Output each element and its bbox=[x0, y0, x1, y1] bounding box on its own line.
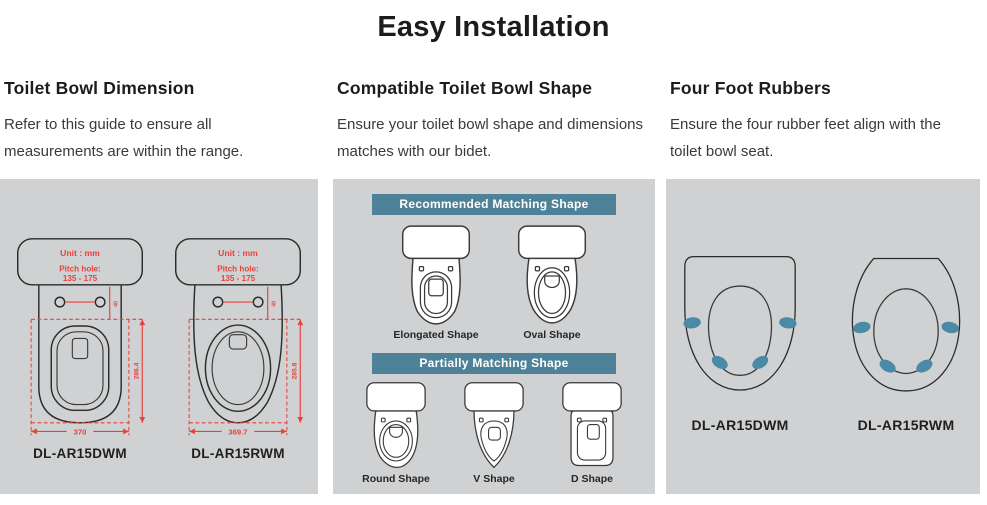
pitch-hole-range: 135 - 175 bbox=[62, 274, 98, 284]
column-rubbers bbox=[666, 78, 980, 494]
d-shape-icon bbox=[551, 380, 633, 471]
dimension-heading: Toilet Bowl Dimension bbox=[4, 78, 195, 99]
shape-description: Ensure your toilet bowl shape and dimensions matches with our bidet. bbox=[337, 116, 644, 161]
recommended-shape-row bbox=[333, 223, 655, 341]
unit-label: Unit : mm bbox=[60, 248, 100, 259]
oval-shape-icon bbox=[505, 223, 599, 327]
round-shape-icon bbox=[355, 380, 437, 471]
recommended-shape-banner: Recommended Matching Shape bbox=[372, 194, 616, 215]
height-dimension: 285.8 bbox=[291, 362, 299, 380]
column-dimension bbox=[0, 78, 318, 494]
shape-item-oval bbox=[505, 223, 599, 341]
rubbers-heading: Four Foot Rubbers bbox=[670, 78, 831, 99]
rubbers-panel bbox=[666, 179, 980, 494]
shape-label: Oval Shape bbox=[523, 329, 581, 342]
elongated-shape-icon bbox=[389, 223, 483, 327]
dimension-panel bbox=[0, 179, 318, 494]
model-label: DL-AR15RWM bbox=[191, 446, 285, 462]
unit-label: Unit : mm bbox=[218, 248, 258, 259]
width-dimension: 370 bbox=[73, 427, 87, 437]
pitch-hole-range: 135 - 175 bbox=[220, 274, 256, 284]
width-dimension: 369.7 bbox=[228, 427, 248, 437]
shape-item-elongated bbox=[389, 223, 483, 341]
model-label: DL-AR15RWM bbox=[857, 417, 955, 434]
partially-matching-banner: Partially Matching Shape bbox=[372, 353, 616, 374]
dimension-description: Refer to this guide to ensure all measurements are within the range. bbox=[4, 116, 244, 161]
shape-label: D Shape bbox=[570, 473, 613, 486]
column-shape bbox=[333, 78, 655, 494]
model-label: DL-AR15DWM bbox=[691, 417, 789, 434]
columns bbox=[0, 78, 987, 494]
toilet-top-view-oval-bowl-icon bbox=[166, 235, 310, 441]
shape-label: Elongated Shape bbox=[393, 329, 479, 342]
rubbers-description: Ensure the four rubber feet align with the toilet bowl seat. bbox=[670, 116, 941, 161]
v-shape-icon bbox=[453, 380, 535, 471]
dimension-diagram-dwm bbox=[6, 235, 154, 461]
dimension-diagram-rwm bbox=[164, 235, 312, 461]
shape-item-round bbox=[355, 380, 437, 485]
shape-heading: Compatible Toilet Bowl Shape bbox=[337, 78, 593, 99]
oval-seat-with-feet-icon bbox=[837, 251, 975, 403]
pitch-hole-label: Pitch hole: bbox=[59, 264, 101, 274]
toilet-top-view-d-bowl-icon bbox=[8, 235, 152, 441]
model-label: DL-AR15DWM bbox=[33, 446, 127, 462]
height-dimension: 286.4 bbox=[133, 362, 141, 380]
d-seat-with-feet-icon bbox=[671, 251, 809, 403]
page-title: Easy Installation bbox=[377, 11, 610, 43]
seat-diagram-dwm bbox=[671, 251, 809, 433]
shape-label: V Shape bbox=[473, 473, 515, 486]
pitch-hole-label: Pitch hole: bbox=[217, 264, 259, 274]
shape-item-d bbox=[551, 380, 633, 485]
pitch-drop-dimension: 40 bbox=[113, 301, 120, 308]
pitch-drop-dimension: 40 bbox=[271, 301, 278, 308]
partial-shape-row bbox=[333, 380, 655, 485]
shape-panel bbox=[333, 179, 655, 494]
seat-diagram-rwm bbox=[837, 251, 975, 433]
shape-item-v bbox=[453, 380, 535, 485]
shape-label: Round Shape bbox=[362, 473, 430, 486]
